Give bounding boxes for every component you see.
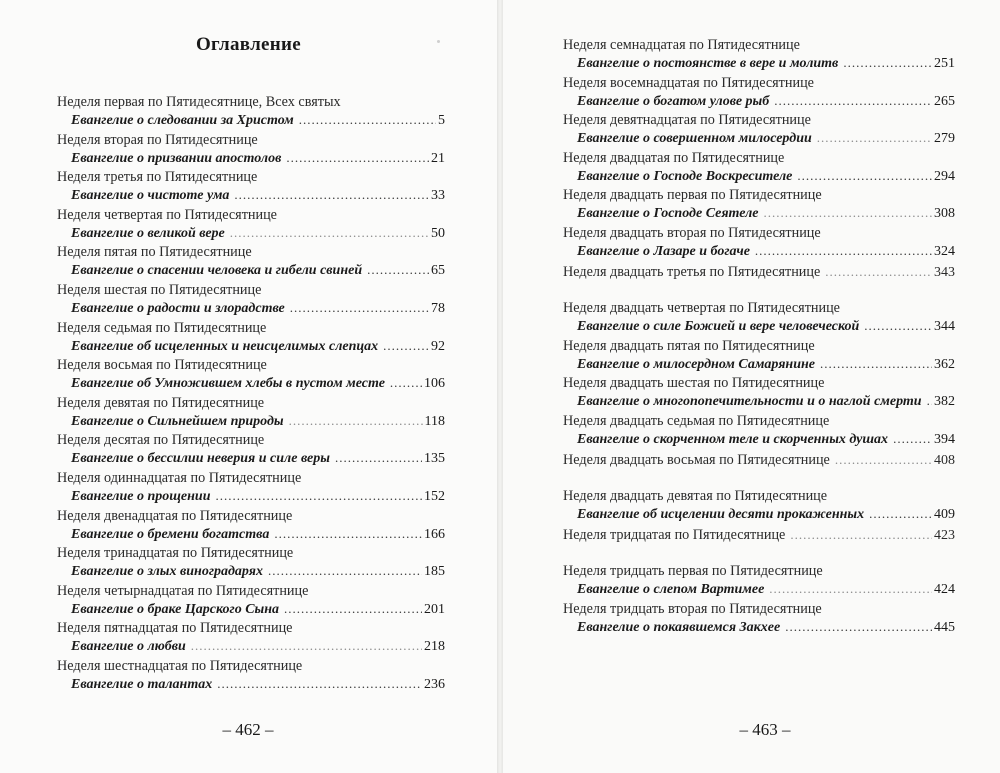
dot-leader [230,225,429,241]
gospel-row [57,375,445,392]
dot-leader [820,356,932,372]
week-row [563,452,955,490]
dot-leader [797,168,932,184]
week-title: Неделя двадцать вторая по Пятидесятнице [563,224,821,241]
toc-entry [563,376,955,414]
page-ref: 445 [934,619,955,635]
toc-entry [563,113,955,151]
week-title: Неделя двадцатая по Пятидесятнице [563,149,785,166]
dot-leader [774,93,932,109]
gospel-title: Евангелие о Господе Воскресителе [577,168,793,184]
dot-leader [390,375,422,391]
paper-speck [437,40,440,43]
toc-entry [563,564,955,602]
dot-leader [790,527,932,543]
gospel-title: Евангелие о Сильнейшем природы [71,413,284,429]
dot-leader [383,338,429,354]
page-ref: 362 [934,356,955,372]
dot-leader [290,300,429,316]
gospel-title: Евангелие о милосердном Самарянине [577,356,815,372]
week-title: Неделя двадцать первая по Пятидесятнице [563,187,822,204]
gospel-row [57,526,445,543]
gospel-title: Евангелие о спасении человека и гибели свиней [71,263,363,279]
page-ref: 343 [934,264,955,280]
gospel-title: Евангелие о Господе Сеятеле [577,206,759,222]
gospel-title: Евангелие о совершенном милосердии [577,131,812,147]
gospel-title: Евангелие о призвании апостолов [71,150,282,166]
gospel-row [57,488,445,505]
page-ref: 423 [934,527,955,543]
gospel-row [57,563,445,580]
toc-entry [563,226,955,264]
dot-leader [785,619,932,635]
gospel-title: Евангелие о Лазаре и богаче [577,243,750,259]
toc-entry [57,208,445,246]
toc-entry [563,188,955,226]
toc-entry [57,358,445,396]
week-row [563,527,955,565]
gospel-row [563,356,955,373]
toc-entry [563,452,955,490]
week-title: Неделя четырнадцатая по Пятидесятнице [57,582,309,599]
gospel-row [57,450,445,467]
gospel-title: Евангелие об исцелении десяти прокаженных [577,507,865,523]
dot-leader [864,318,932,334]
toc-entry [57,170,445,208]
gospel-row [57,150,445,167]
dot-leader [284,601,422,617]
dot-leader [274,526,422,542]
gospel-title: Евангелие о чистоте ума [71,188,230,204]
page-ref: 21 [431,150,445,166]
gospel-title: Евангелие о радости и злорадстве [71,300,285,316]
page-ref: 218 [424,639,445,655]
gospel-row [563,431,955,448]
toc-entry [563,76,955,114]
gospel-title: Евангелие о следовании за Христом [71,113,294,128]
gospel-title: Евангелие об исцеленных и неисцелимых слепцах [71,338,379,354]
gospel-row [57,601,445,618]
toc-entry [57,433,445,471]
dot-leader [216,488,423,504]
page-ref: 78 [431,300,445,316]
week-title: Неделя двадцать седьмая по Пятидесятнице [563,412,830,429]
week-title: Неделя пятнадцатая по Пятидесятнице [57,620,293,637]
gospel-row [563,205,955,222]
toc-entry [57,133,445,171]
toc-entry [57,659,445,697]
page-ref: 166 [424,526,445,542]
toc-entry [57,245,445,283]
week-title: Неделя десятая по Пятидесятнице [57,432,265,449]
gospel-title: Евангелие о многопопечительности и о наглой смерти [577,394,922,410]
dot-leader [335,450,422,466]
page-ref: 344 [934,319,955,335]
page-ref: 294 [934,168,955,184]
page-ref: 201 [424,601,445,617]
dot-leader [843,55,932,71]
dot-leader [817,130,932,146]
page-ref: 265 [934,93,955,109]
week-title: Неделя двадцать четвертая по Пятидесятнице [563,300,840,317]
gospel-row [57,676,445,693]
gospel-row [57,262,445,279]
page-ref: 279 [934,131,955,147]
page-number-right: – 463 – [739,720,791,739]
gospel-row [57,187,445,204]
page-ref: 308 [934,206,955,222]
gospel-title: Евангелие о бремени богатства [71,526,270,542]
week-title: Неделя двадцать шестая по Пятидесятнице [563,375,825,392]
toc-entry [563,151,955,189]
gospel-title: Евангелие о бессилии неверия и силе веры [71,451,330,467]
week-title: Неделя двадцать восьмая по Пятидесятнице [563,451,830,468]
gospel-title: Евангелие о слепом Вартимее [577,582,765,598]
week-title: Неделя одиннадцатая по Пятидесятнице [57,469,302,486]
toc-entry [563,301,955,339]
dot-leader [825,264,932,280]
week-title: Неделя двадцать пятая по Пятидесятнице [563,337,815,354]
week-title: Неделя двадцать девятая по Пятидесятнице [563,488,828,505]
toc-entry [563,602,955,640]
toc-entry [563,264,955,302]
gospel-row [563,581,955,598]
week-title: Неделя шестнадцатая по Пятидесятнице [57,657,303,674]
toc-entry [563,38,955,76]
toc-entry [57,471,445,509]
page-ref: 251 [934,56,955,71]
page-ref: 118 [424,413,445,429]
toc-entry [57,546,445,584]
gospel-title: Евангелие о любви [71,639,186,655]
dot-leader [893,431,932,447]
left-page [0,0,497,773]
week-title: Неделя пятая по Пятидесятнице [57,244,252,261]
dot-leader [289,413,423,429]
dot-leader [286,150,429,166]
toc-entry [57,584,445,622]
week-title: Неделя четвертая по Пятидесятнице [57,206,277,223]
toc-entry [563,339,955,377]
toc-list-right [563,38,955,640]
gospel-row [57,413,445,430]
gospel-row [563,93,955,110]
dot-leader [234,187,429,203]
page-ref: 33 [431,188,445,204]
gospel-title: Евангелие о богатом улове рыб [577,93,770,109]
dot-leader [835,452,932,468]
week-title: Неделя девятнадцатая по Пятидесятнице [563,112,811,129]
dot-leader [869,506,932,522]
page-ref: 424 [934,582,955,598]
page-ref: 65 [431,263,445,279]
page-number-left: – 462 – [222,720,274,739]
gospel-row [563,506,955,523]
gospel-title: Евангелие о покаявшемся Закхее [577,619,781,635]
week-title: Неделя третья по Пятидесятнице [57,169,258,186]
page-ref: 50 [431,225,445,241]
gospel-row [563,168,955,185]
week-title: Неделя восемнадцатая по Пятидесятнице [563,74,814,91]
gospel-row [563,393,955,410]
toc-entry [57,621,445,659]
gospel-title: Евангелие о скорченном теле и скорченных душах [577,431,889,447]
gospel-row [563,55,955,72]
page-title: Оглавление [195,34,302,55]
dot-leader [268,563,422,579]
gospel-row [57,225,445,242]
dot-leader [764,205,932,221]
page-ref: 106 [424,376,445,392]
toc-entry [563,527,955,565]
gospel-row [563,243,955,260]
toc-entry [57,509,445,547]
week-title: Неделя восьмая по Пятидесятнице [57,357,267,374]
dot-leader [367,262,429,278]
week-title: Неделя первая по Пятидесятнице, Всех святых [57,94,341,110]
gospel-title: Евангелие о талантах [71,676,213,692]
toc-entry [57,321,445,359]
week-title: Неделя тринадцатая по Пятидесятнице [57,545,294,562]
week-title: Неделя семнадцатая по Пятидесятнице [563,37,800,53]
toc-list-left [57,95,445,697]
week-title: Неделя вторая по Пятидесятнице [57,131,258,148]
dot-leader [927,393,932,409]
gospel-row [563,318,955,335]
dot-leader [299,112,436,128]
gospel-row [57,112,445,129]
gospel-title: Евангелие о постоянстве в вере и молитв [577,56,839,71]
week-title: Неделя шестая по Пятидесятнице [57,281,262,298]
gospel-title: Евангелие о злых виноградарях [71,564,263,580]
page-ref: 5 [438,113,445,128]
dot-leader [191,638,422,654]
gospel-row [563,130,955,147]
page-ref: 382 [934,394,955,410]
toc-entry [57,283,445,321]
dot-leader [769,581,932,597]
gospel-row [57,638,445,655]
gospel-title: Евангелие о великой вере [71,225,225,241]
page-ref: 92 [431,338,445,354]
page-ref: 409 [934,507,955,523]
week-title: Неделя девятая по Пятидесятнице [57,394,265,411]
page-ref: 324 [934,243,955,259]
page-ref: 394 [934,431,955,447]
page-ref: 135 [424,451,445,467]
dot-leader [217,676,422,692]
week-title: Неделя двенадцатая по Пятидесятнице [57,507,293,524]
gospel-title: Евангелие о браке Царского Сына [71,601,280,617]
week-title: Неделя тридцать вторая по Пятидесятнице [563,600,822,617]
week-title: Неделя двадцать третья по Пятидесятнице [563,263,821,280]
gospel-row [563,619,955,636]
toc-entry [563,489,955,527]
gospel-row [57,300,445,317]
week-title: Неделя тридцатая по Пятидесятнице [563,526,786,543]
gospel-title: Евангелие о силе Божией и вере человеческой [577,319,860,335]
page-ref: 236 [424,676,445,692]
page-ref: 408 [934,452,955,468]
week-title: Неделя седьмая по Пятидесятнице [57,319,267,336]
gospel-title: Евангелие о прощении [71,488,211,504]
week-row [563,264,955,302]
toc-entry [57,396,445,434]
week-title: Неделя тридцать первая по Пятидесятнице [563,563,823,580]
toc-entry [563,414,955,452]
page-ref: 185 [424,564,445,580]
page-ref: 152 [424,488,445,504]
gospel-title: Евангелие об Умножившем хлебы в пустом месте [71,376,385,392]
dot-leader [755,243,932,259]
toc-entry [57,95,445,133]
gospel-row [57,338,445,355]
